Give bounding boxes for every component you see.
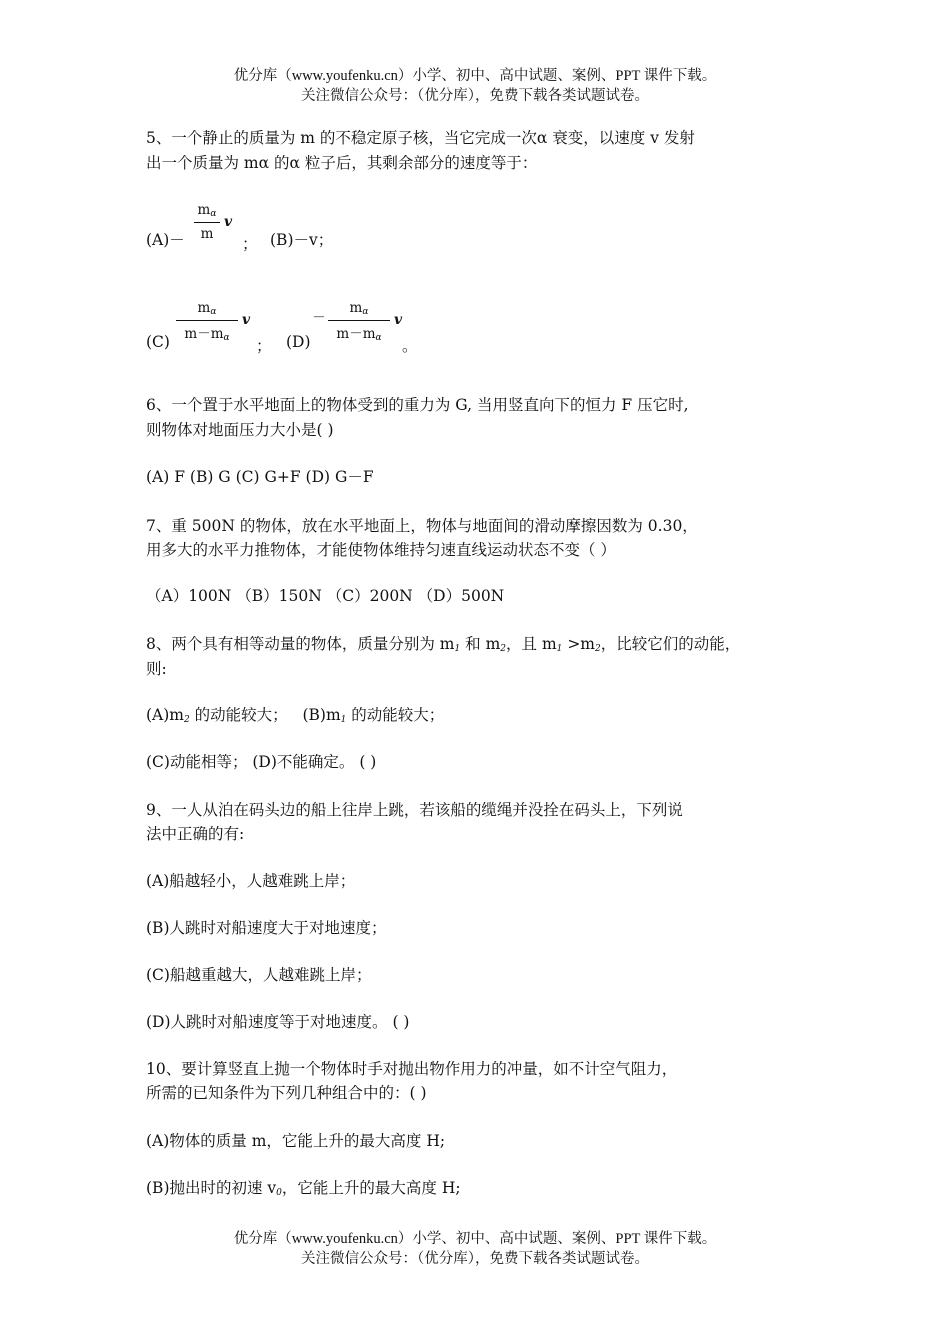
q5-a-denominator: m <box>200 226 214 242</box>
q5-option-b: (B)－v； <box>270 231 334 249</box>
q5-option-a-sep: ； <box>242 235 258 253</box>
q5-c-fraction-bar <box>176 320 238 321</box>
q6-line-1: 6、一个置于水平地面上的物体受到的重力为 G, 当用竖直向下的恒力 F 压它时, <box>146 396 689 414</box>
page-header <box>0 66 950 106</box>
q9-option-a: (A)船越轻小，人越难跳上岸； <box>146 872 356 890</box>
footer-line-2: 关注微信公众号：（优分库），免费下载各类试题试卷。 <box>301 1251 649 1267</box>
q10-line-1: 10、要计算竖直上抛一个物体时手对抛出物作用力的冲量，如不计空气阻力， <box>146 1060 678 1078</box>
q5-option-c-fraction <box>176 300 266 346</box>
q8-options-cd: (C)动能相等； (D)不能确定。 ( ) <box>146 753 377 771</box>
q8-options-ab: $(A)m_2$ 的动能较大； $(B)m_1$ 的动能较大； <box>146 706 445 725</box>
q10-option-a: (A)物体的质量 m，它能上升的最大高度 H; <box>146 1132 446 1150</box>
q5-a-velocity: v <box>224 214 233 230</box>
q5-c-velocity: v <box>242 312 251 328</box>
q7-line-2: 用多大的水平力推物体，才能使物体维持匀速直线运动状态不变（ ） <box>146 541 616 559</box>
q5-option-c-sep: ； <box>256 337 272 355</box>
q5-option-d-label: (D) <box>286 333 311 351</box>
q7-options: （A）100N （B）150N （C）200N （D）500N <box>146 587 505 605</box>
q5-d-numerator: $m_\alpha$ <box>349 300 369 317</box>
q6-options: (A) F (B) G (C) G+F (D) G－F <box>146 468 374 486</box>
q5-line-1: 5、一个静止的质量为 m 的不稳定原子核，当它完成一次α 衰变，以速度 v 发射 <box>146 129 695 147</box>
q5-option-c-label: (C) <box>146 333 170 351</box>
q5-d-minus: － <box>312 310 326 326</box>
q5-line-2: 出一个质量为 mα 的α 粒子后，其剩余部分的速度等于： <box>146 154 538 172</box>
header-line-1: 优分库（www.youfenku.cn）小学、初中、高中试题、案例、PPT 课件下载。 <box>233 68 717 84</box>
q5-option-a-label: (A)－ <box>146 231 185 249</box>
q5-d-denominator: $m-m_\alpha$ <box>336 326 382 343</box>
q9-option-d: (D)人跳时对船速度等于对地速度。 ( ) <box>146 1013 410 1031</box>
q5-option-d-end: 。 <box>402 337 418 355</box>
q7-line-1: 7、重 500N 的物体，放在水平地面上，物体与地面间的滑动摩擦因数为 0.30， <box>146 517 698 535</box>
q5-a-numerator: $m_\alpha$ <box>197 202 217 219</box>
q5-c-denominator: $m-m_\alpha$ <box>184 326 230 343</box>
q5-option-d-fraction <box>312 300 412 346</box>
q8-line-2: 则: <box>146 660 167 678</box>
q9-line-1: 9、一人从泊在码头边的船上往岸上跳，若该船的缆绳并没拴在码头上，下列说 <box>146 801 683 819</box>
q9-option-b: (B)人跳时对船速度大于对地速度； <box>146 919 387 937</box>
header-line-2: 关注微信公众号：（优分库），免费下载各类试题试卷。 <box>301 88 649 104</box>
page-footer <box>0 1229 950 1269</box>
q5-c-numerator: $m_\alpha$ <box>197 300 217 317</box>
q6-line-2: 则物体对地面压力大小是( ) <box>146 421 334 439</box>
q9-option-c: (C)船越重越大，人越难跳上岸； <box>146 966 372 984</box>
q9-line-2: 法中正确的有: <box>146 825 245 843</box>
q5-d-fraction-bar <box>328 320 390 321</box>
q5-d-velocity: v <box>394 312 403 328</box>
footer-line-1: 优分库（www.youfenku.cn）小学、初中、高中试题、案例、PPT 课件下载。 <box>233 1231 717 1247</box>
q10-line-2: 所需的已知条件为下列几种组合中的：( ) <box>146 1084 427 1102</box>
q5-a-fraction-bar <box>194 222 220 223</box>
q10-option-b: (B)抛出时的初速 $v_0$，它能上升的最大高度 H; <box>146 1179 461 1198</box>
q8-line-1: 8、两个具有相等动量的物体，质量分别为 $m_1$ 和 $m_2$，且 $m_1 >m_2$，比较它们的动能， <box>146 635 741 654</box>
